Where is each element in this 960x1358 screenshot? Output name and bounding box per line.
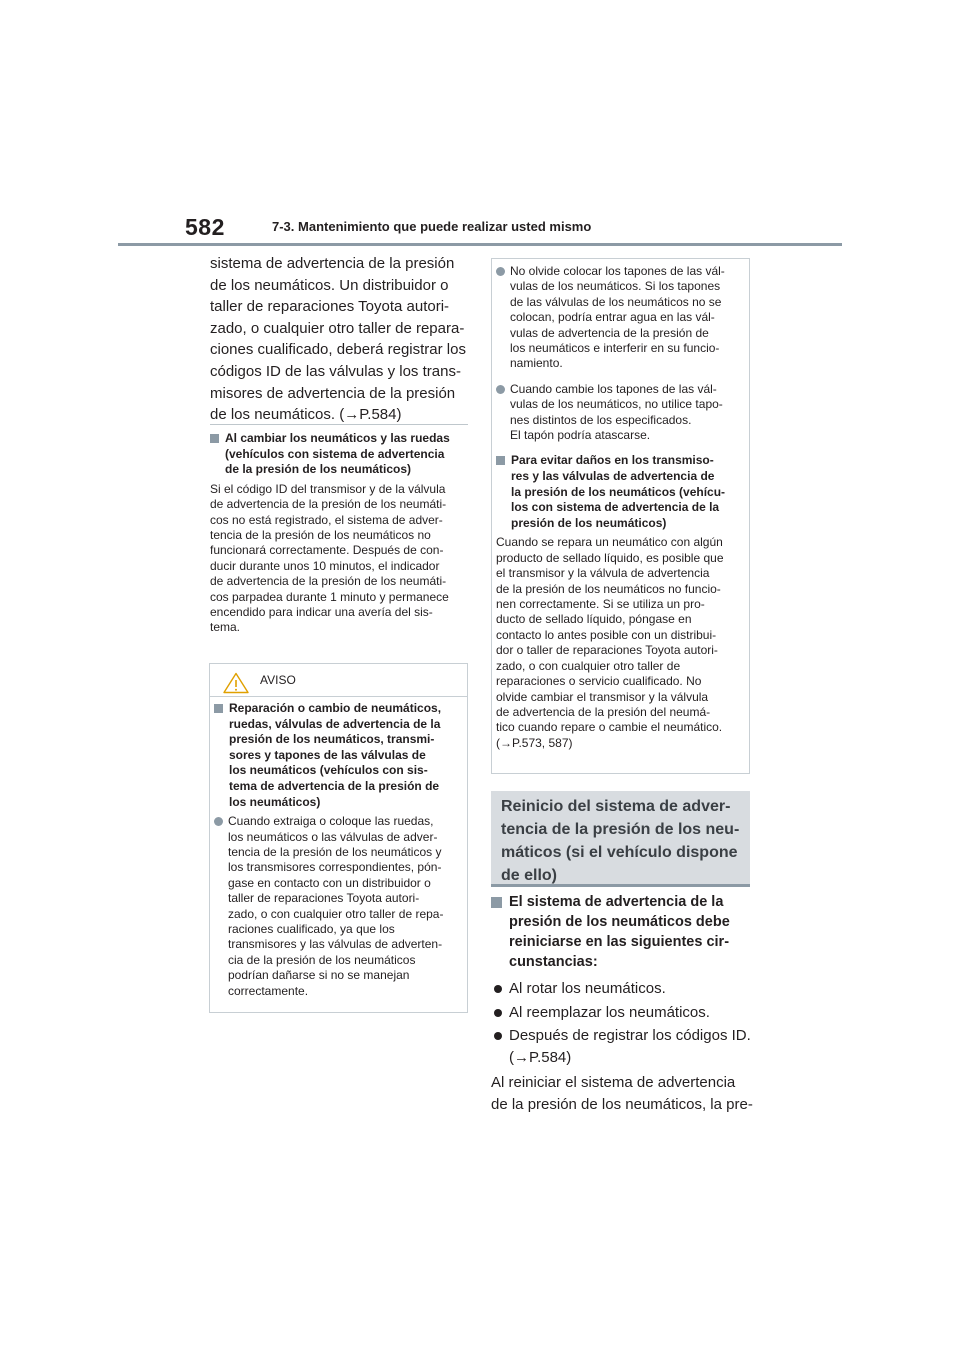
heading-line: ruedas, válvulas de advertencia de la [229, 716, 441, 731]
text-line: raciones cualificado, ya que los [228, 922, 395, 936]
text-line: contacto lo antes posible con un distribui- [496, 627, 717, 642]
text-line: cia de la presión de los neumáticos [228, 952, 416, 967]
square-bullet-icon [491, 897, 502, 908]
text-line: encendido para indicar una avería del sis- [210, 605, 433, 620]
text-line: los neumáticos o las válvulas de adver- [228, 829, 438, 844]
text-line: gase en contacto con un distribuidor o [228, 875, 431, 890]
title-line: de ello) [501, 867, 558, 884]
text-line: los neumáticos e interferir en su funcio- [510, 341, 720, 356]
text-line: vulas de los neumáticos, no utilice tapo- [510, 397, 723, 412]
list-item-text: Al reemplazar los neumáticos. [509, 1003, 710, 1021]
text-line: correctamente. [228, 983, 309, 998]
heading-line: tema de advertencia de la presión de [229, 778, 440, 793]
text-line: de las válvulas de los neumáticos no se [510, 294, 722, 309]
circle-bullet-icon [214, 817, 223, 826]
warning-heading [214, 701, 464, 810]
heading-line: res y las válvulas de advertencia de [511, 469, 715, 484]
heading-line: la presión de los neumáticos (vehícu- [511, 484, 726, 499]
heading-line: sores y tapones de las válvulas de [229, 747, 426, 762]
subsection-heading [496, 453, 746, 531]
list-item-text: Después de registrar los códigos ID. [509, 1027, 751, 1045]
text-line: de la presión de los neumáticos no funcio- [496, 581, 721, 596]
text-line: vulas de los neumáticos. Si los tapones [510, 279, 721, 294]
text-line: dor o taller de reparaciones Toyota autori- [496, 643, 718, 658]
text-line: zado, o con cualquier otro taller de repa- [228, 906, 444, 921]
text-line: sistema de advertencia de la presión [210, 255, 455, 272]
list-item [491, 1025, 753, 1068]
subsection-heading [210, 431, 468, 478]
warning-triangle-icon [223, 672, 249, 694]
heading-line: Reparación o cambio de neumáticos, [229, 701, 442, 715]
warning-content [214, 701, 464, 999]
text-line: cos parpadea durante 1 minuto y permanece [210, 589, 449, 604]
text-line: funcionará correctamente. Después de con- [210, 543, 444, 558]
text-line: ducto de sellado líquido, póngase en [496, 612, 692, 627]
heading-line: cunstancias: [509, 954, 598, 970]
page-number: 582 [185, 214, 225, 240]
header-rule [118, 243, 842, 246]
text-line: códigos ID de las válvulas y los trans- [210, 362, 461, 380]
left-intro-paragraph [210, 253, 472, 426]
reset-section-title [501, 795, 746, 887]
text-line: ducir durante unos 10 minutos, el indicador [210, 558, 440, 573]
text-line: nes distintos de los especificados. [510, 412, 692, 427]
heading-line: los neumáticos (vehículos con sis- [229, 763, 428, 778]
circle-bullet-icon [496, 385, 505, 394]
text-line: cos no está registrado, el sistema de adver- [210, 512, 443, 527]
heading-line: presión de los neumáticos debe [509, 914, 730, 930]
square-bullet-icon [214, 704, 223, 713]
text-line: Cuando se repara un neumático con algún [496, 535, 723, 550]
heading-line: reiniciarse en las siguientes cir- [509, 934, 730, 950]
list-item-text: Al rotar los neumáticos. [509, 980, 666, 997]
reset-section-title-box [491, 791, 750, 887]
text-line: El tapón podría atascarse. [510, 428, 651, 443]
text-line: podrían dañarse si no se manejan [228, 968, 410, 983]
text-line: zado, o cualquier otro taller de repara- [210, 319, 465, 337]
section-header: 7-3. Mantenimiento que puede realizar usted mismo [272, 219, 592, 234]
circle-bullet-icon [494, 1009, 502, 1017]
text-line: nen correctamente. Si se utiliza un pro- [496, 597, 705, 612]
circle-bullet-icon [494, 1032, 502, 1040]
page-reference[interactable]: (→P.584) [509, 1048, 572, 1066]
warning-header [210, 664, 467, 696]
text-line: ciones cualificado, deberá registrar los [210, 341, 466, 359]
page-reference[interactable]: de los neumáticos. (→P.584) [210, 406, 402, 424]
list-item [491, 978, 753, 1000]
text-line: de los neumáticos. Un distribuidor o [210, 276, 449, 294]
warning-box [209, 663, 468, 1013]
subsection-body [210, 482, 468, 636]
heading-line: los neumáticos) [229, 794, 321, 809]
subsection-body [496, 535, 746, 751]
text-line: Cuando cambie los tapones de las vál- [510, 381, 717, 396]
text-line: de advertencia de la presión de los neumáti- [210, 574, 447, 589]
text-line: No olvide colocar los tapones de las vál- [510, 264, 725, 278]
text-line: de la presión de los neumáticos, la pre- [491, 1095, 753, 1113]
reset-section-body [491, 892, 753, 1116]
text-line: colocan, podría entrar agua en las vál- [510, 310, 715, 325]
warning-label: AVISO [260, 673, 296, 687]
text-line: tema. [210, 620, 241, 635]
heading-line: presión de los neumáticos) [511, 515, 667, 530]
section-divider [210, 424, 468, 425]
text-line: Si el código ID del transmisor y de la válvula [210, 481, 446, 496]
reset-paragraph [491, 1072, 753, 1115]
heading-line: (vehículos con sistema de advertencia [225, 446, 445, 461]
text-line: namiento. [510, 356, 563, 371]
heading-line: Al cambiar los neumáticos y las ruedas [225, 431, 450, 445]
circle-bullet-icon [496, 267, 505, 276]
text-line: tico cuando repare o cambie el neumático. [496, 720, 723, 735]
warning-divider [210, 696, 467, 697]
list-item [491, 1002, 753, 1024]
text-line: zado, o con cualquier otro taller de [496, 658, 681, 673]
title-line: máticos (si el vehículo dispone [501, 844, 738, 861]
tire-change-section [210, 431, 468, 636]
circle-bullet-icon [494, 985, 502, 993]
text-line: transmisores y las válvulas de adverten- [228, 937, 443, 952]
page-reference[interactable]: (→P.573, 587) [496, 735, 573, 750]
text-line: los transmisores correspondientes, pón- [228, 860, 442, 875]
text-line: Al reiniciar el sistema de advertencia [491, 1074, 736, 1092]
text-line: de advertencia de la presión de los neumáti- [210, 497, 447, 512]
text-line: olvide cambiar el transmisor y la válvula [496, 689, 709, 704]
text-line: taller de reparaciones Toyota autori- [228, 891, 420, 906]
text-line: de advertencia de la presión del neumá- [496, 704, 711, 719]
square-bullet-icon [496, 456, 505, 465]
heading-line: El sistema de advertencia de la [509, 894, 724, 910]
text-line: el transmisor y la válvula de advertencia [496, 566, 710, 581]
text-line: tencia de la presión de los neumáticos no [210, 528, 431, 542]
text-line: reparaciones o servicio cualificado. No [496, 674, 702, 689]
text-line: tencia de la presión de los neumáticos y [228, 844, 442, 859]
warning-bullet [496, 264, 746, 372]
title-line: Reinicio del sistema de adver- [501, 798, 731, 815]
warning-bullet [496, 382, 746, 444]
heading-line: presión de los neumáticos, transmi- [229, 732, 435, 747]
heading-line: de la presión de los neumáticos) [225, 462, 412, 477]
text-line: misores de advertencia de la presión [210, 384, 456, 402]
warning-continued-content [496, 264, 746, 751]
warning-bullet [214, 814, 464, 999]
heading-line: Para evitar daños en los transmiso- [511, 453, 714, 468]
text-line: producto de sellado líquido, es posible que [496, 550, 724, 565]
text-line: vulas de advertencia de la presión de [510, 325, 709, 340]
title-line: tencia de la presión de los neu- [501, 821, 740, 838]
heading-line: los con sistema de advertencia de la [511, 500, 720, 515]
text-line: taller de reparaciones Toyota autori- [210, 298, 450, 316]
subsection-heading [491, 892, 753, 972]
warning-continued-box [491, 258, 750, 774]
square-bullet-icon [210, 434, 219, 443]
text-line: Cuando extraiga o coloque las ruedas, [228, 814, 434, 829]
